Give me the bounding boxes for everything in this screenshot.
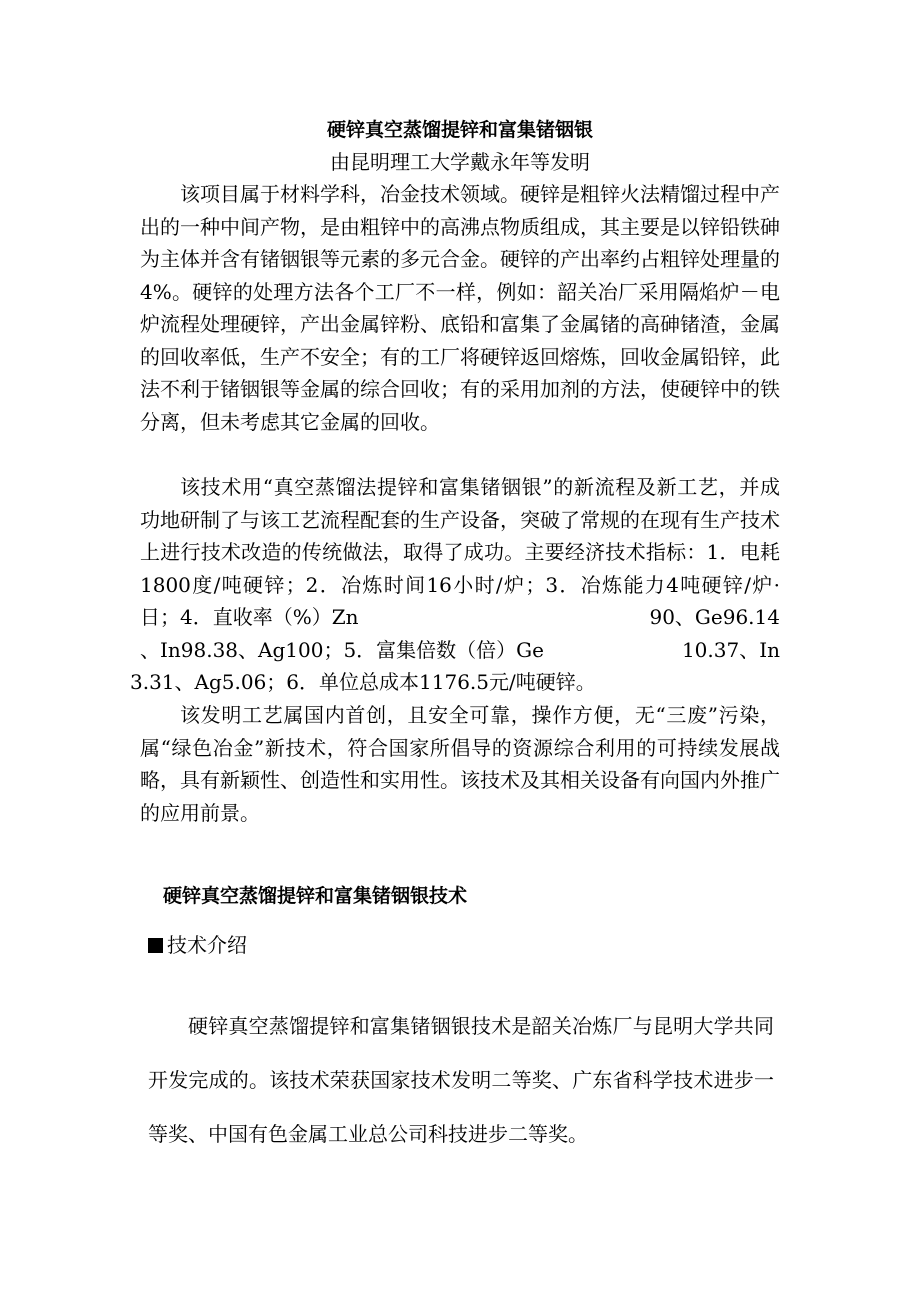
black-square-icon (148, 938, 163, 953)
paragraph-text: 该发明工艺属国内首创，且安全可靠，操作方便，无“三废”污染，属“绿色冶金”新技术，符合国家所倡导的资源综合利用的可持续发展战略，具有新颖性、创造性和实用性。该技术及其相关设备有向国内外推广的应用前景。 (140, 703, 780, 825)
intro-label-text: 技术介绍 (167, 933, 247, 957)
paragraph-process-text: 该技术用“真空蒸馏法提锌和富集锗铟银”的新流程及新工艺，并成功地研制了与该工艺流程配套的生产设备，突破了常规的在现有生产技术上进行技术改造的传统做法，取得了成功。主要经济技术指标：1．电耗1800度/吨硬锌；2．冶炼时间16小时/炉；3．冶炼能力4吨硬锌/炉·日；4．直收率（%）Zn (140, 475, 780, 629)
intro-body (148, 999, 774, 1161)
paragraph-process (130, 471, 780, 699)
metrics-value: 90、Ge96.14 (649, 605, 780, 629)
metrics-line-2 (140, 634, 780, 667)
paragraph-conclusion (140, 699, 780, 829)
metrics-line-3 (130, 666, 780, 699)
author-line: 由昆明理工大学戴永年等发明 (330, 150, 590, 174)
metrics-value: 、In98.38、Ag100；5．富集倍数（倍）Ge (140, 637, 544, 662)
paragraph-background (140, 178, 780, 438)
document-title: 硬锌真空蒸馏提锌和富集锗铟银 (326, 119, 593, 141)
paragraph-text: 该项目属于材料学科，冶金技术领域。硬锌是粗锌火法精馏过程中产出的一种中间产物，是由粗锌中的高沸点物质组成，其主要是以锌铅铁砷为主体并含有锗铟银等元素的多元合金。硬锌的产出率约占粗锌处理量的4%。硬锌的处理方法各个工厂不一样，例如：韶关冶厂采用隔焰炉－电炉流程处理硬锌，产出金属锌粉、底铅和富集了金属锗的高砷锗渣，金属的回收率低，生产不安全；有的工厂将硬锌返回熔炼，回收金属铅锌，此法不利于锗铟银等金属的综合回收；有的采用加剂的方法，使硬锌中的铁分离，但未考虑其它金属的回收。 (140, 182, 780, 434)
intro-label (148, 932, 247, 958)
metrics-value: 10.37、In (681, 637, 780, 662)
intro-text: 硬锌真空蒸馏提锌和富集锗铟银技术是韶关冶炼厂与昆明大学共同开发完成的。该技术荣获国家技术发明二等奖、广东省科学技术进步一等奖、中国有色金属工业总公司科技进步二等奖。 (148, 1014, 774, 1146)
section-title: 硬锌真空蒸馏提锌和富集锗铟银技术 (163, 885, 468, 907)
metrics-value: 3.31、Ag5.06；6．单位总成本1176.5元/吨硬锌。 (130, 670, 596, 694)
